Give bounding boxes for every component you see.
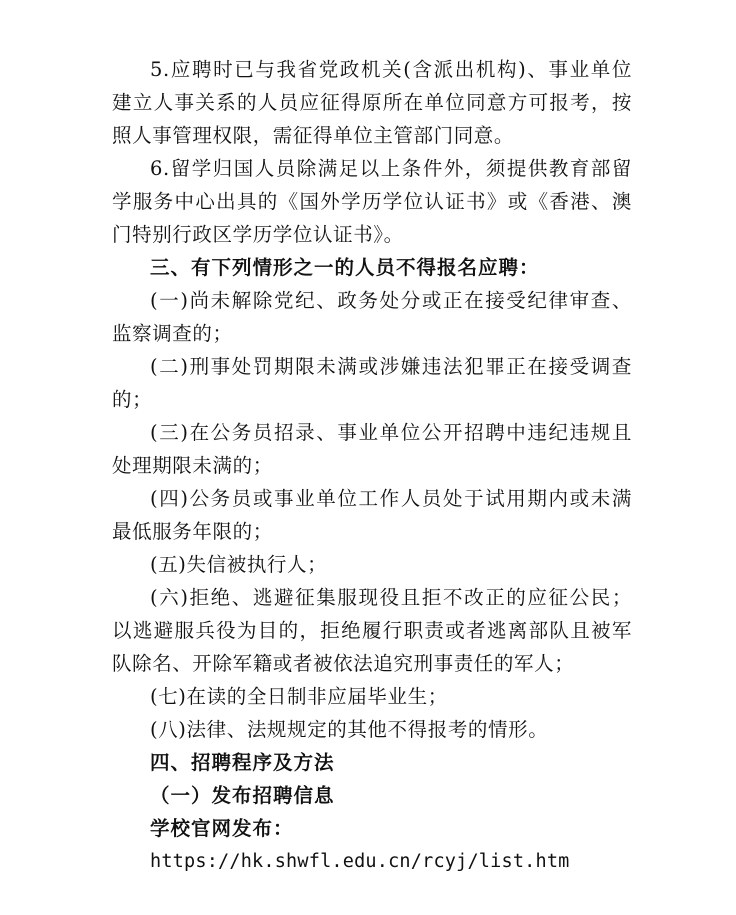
list-item-line: (四)公务员或事业单位工作人员处于试用期内或未满	[150, 487, 632, 510]
list-item-line: 最低服务年限的；	[112, 520, 273, 543]
subsection-heading: （一）发布招聘信息	[150, 784, 335, 807]
list-item-line: (七)在读的全日制非应届毕业生；	[150, 685, 448, 708]
paragraph-line: 照人事管理权限，需征得单位主管部门同意。	[112, 124, 515, 147]
list-item-line: (五)失信被执行人；	[150, 553, 328, 576]
list-item-line: 处理期限未满的；	[112, 454, 273, 477]
list-item-line: (六)拒绝、逃避征集服现役且拒不改正的应征公民；	[150, 586, 632, 609]
paragraph-line: 6.留学归国人员除满足以上条件外，须提供教育部留	[150, 157, 632, 180]
list-item-line: 以逃避服兵役为目的，拒绝履行职责或者逃离部队且被军	[112, 619, 632, 642]
list-item-line: (三)在公务员招录、事业单位公开招聘中违纪违规且	[150, 421, 632, 444]
list-item-line: (八)法律、法规规定的其他不得报考的情形。	[150, 718, 549, 741]
list-item-line: 的；	[112, 388, 153, 411]
paragraph-line: 学服务中心出具的《国外学历学位认证书》或《香港、澳	[112, 190, 632, 213]
paragraph-line: 5.应聘时已与我省党政机关(含派出机构)、事业单位	[150, 58, 632, 81]
section-heading-4: 四、招聘程序及方法	[150, 751, 335, 774]
section-heading-3: 三、有下列情形之一的人员不得报名应聘：	[150, 256, 540, 279]
list-item-line: (一)尚未解除党纪、政务处分或正在接受纪律审查、	[150, 289, 632, 312]
recruitment-url-link[interactable]: https://hk.shwfl.edu.cn/rcyj/list.htm	[150, 851, 570, 872]
list-item-line: 监察调查的；	[112, 322, 233, 345]
paragraph-line: 建立人事关系的人员应征得原所在单位同意方可报考，按	[112, 91, 632, 114]
list-item-line: 队除名、开除军籍或者被依法追究刑事责任的军人；	[112, 652, 575, 675]
website-label: 学校官网发布：	[150, 817, 294, 840]
paragraph-line: 门特别行政区学历学位认证书》。	[112, 223, 404, 246]
list-item-line: (二)刑事处罚期限未满或涉嫌违法犯罪正在接受调查	[150, 355, 632, 378]
